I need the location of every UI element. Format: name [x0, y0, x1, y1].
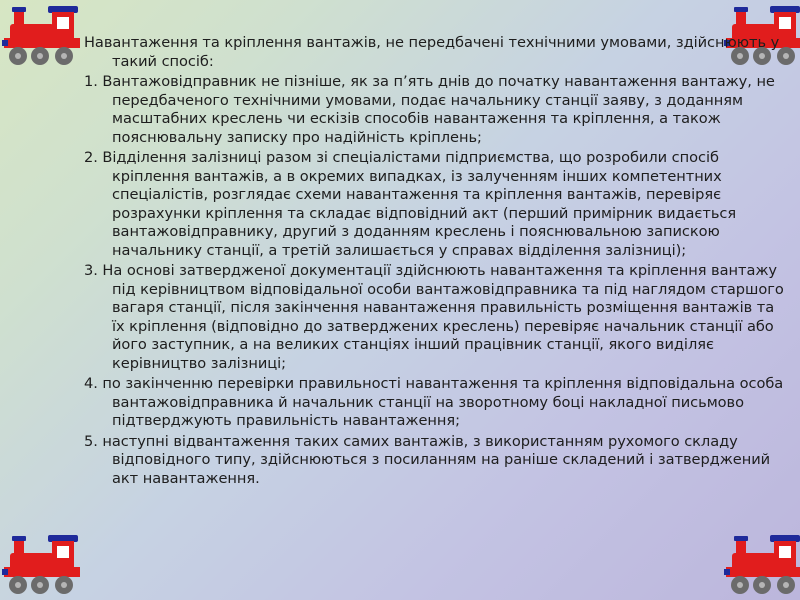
slide-body — [84, 34, 784, 490]
step-2-paragraph: 2. Відділення залізниці разом зі спеціалістами підприємства, що розробили спосіб кріплення вантажів, а в окремих випадках, із залученням інших компетентних спеціалістів, розглядає схеми навантаження та кріплення вантажів, перевіряє розрахунки кріплення та складає відповідний акт (перший примірник видається вантажовідправнику, другий з доданням креслень і пояснювальною запискою начальнику станції, а третій залишається у справах відділення залізниці); — [84, 149, 737, 259]
intro-paragraph: Навантаження та кріплення вантажів, не передбачені технічними умовами, здійснюють у такий спосіб: — [84, 34, 780, 70]
step-3-paragraph: 3. На основі затвердженої документації здійснюють навантаження та кріплення вантажу під керівництвом відповідальної особи вантажовідправника та під наглядом старшого вагаря станції, після закінчення навантаження правильність розміщення вантажів та їх кріплення (відповідно до затверджених креслень) перевіряє начальник станції або його заступник, а на великих станціях інший працівник станції, якого виділяє керівництво залізниці; — [84, 262, 784, 372]
toy-train-icon — [722, 531, 800, 597]
step-1-paragraph: 1. Вантажовідправник не пізніше, як за п’ять днів до початку навантаження вантажу, не передбаченого технічними умовами, подає начальнику станції заяву, з доданням масштабних креслень чи ескізів способів навантаження та кріплення, а також пояснювальну записку про надійність кріплень; — [84, 73, 775, 146]
step-4-paragraph: 4. по закінченню перевірки правильності навантаження та кріплення відповідальна особа вантажовідправника й начальник станції на зворотному боці накладної письмово підтверджують правильність навантаження; — [84, 375, 784, 429]
toy-train-icon — [0, 2, 82, 68]
toy-train-icon — [0, 531, 82, 597]
step-5-paragraph: 5. наступні відвантаження таких самих вантажів, з використанням рухомого складу відповідного типу, здійснюються з посиланням на раніше складений і затверджений акт навантаження. — [84, 432, 771, 487]
